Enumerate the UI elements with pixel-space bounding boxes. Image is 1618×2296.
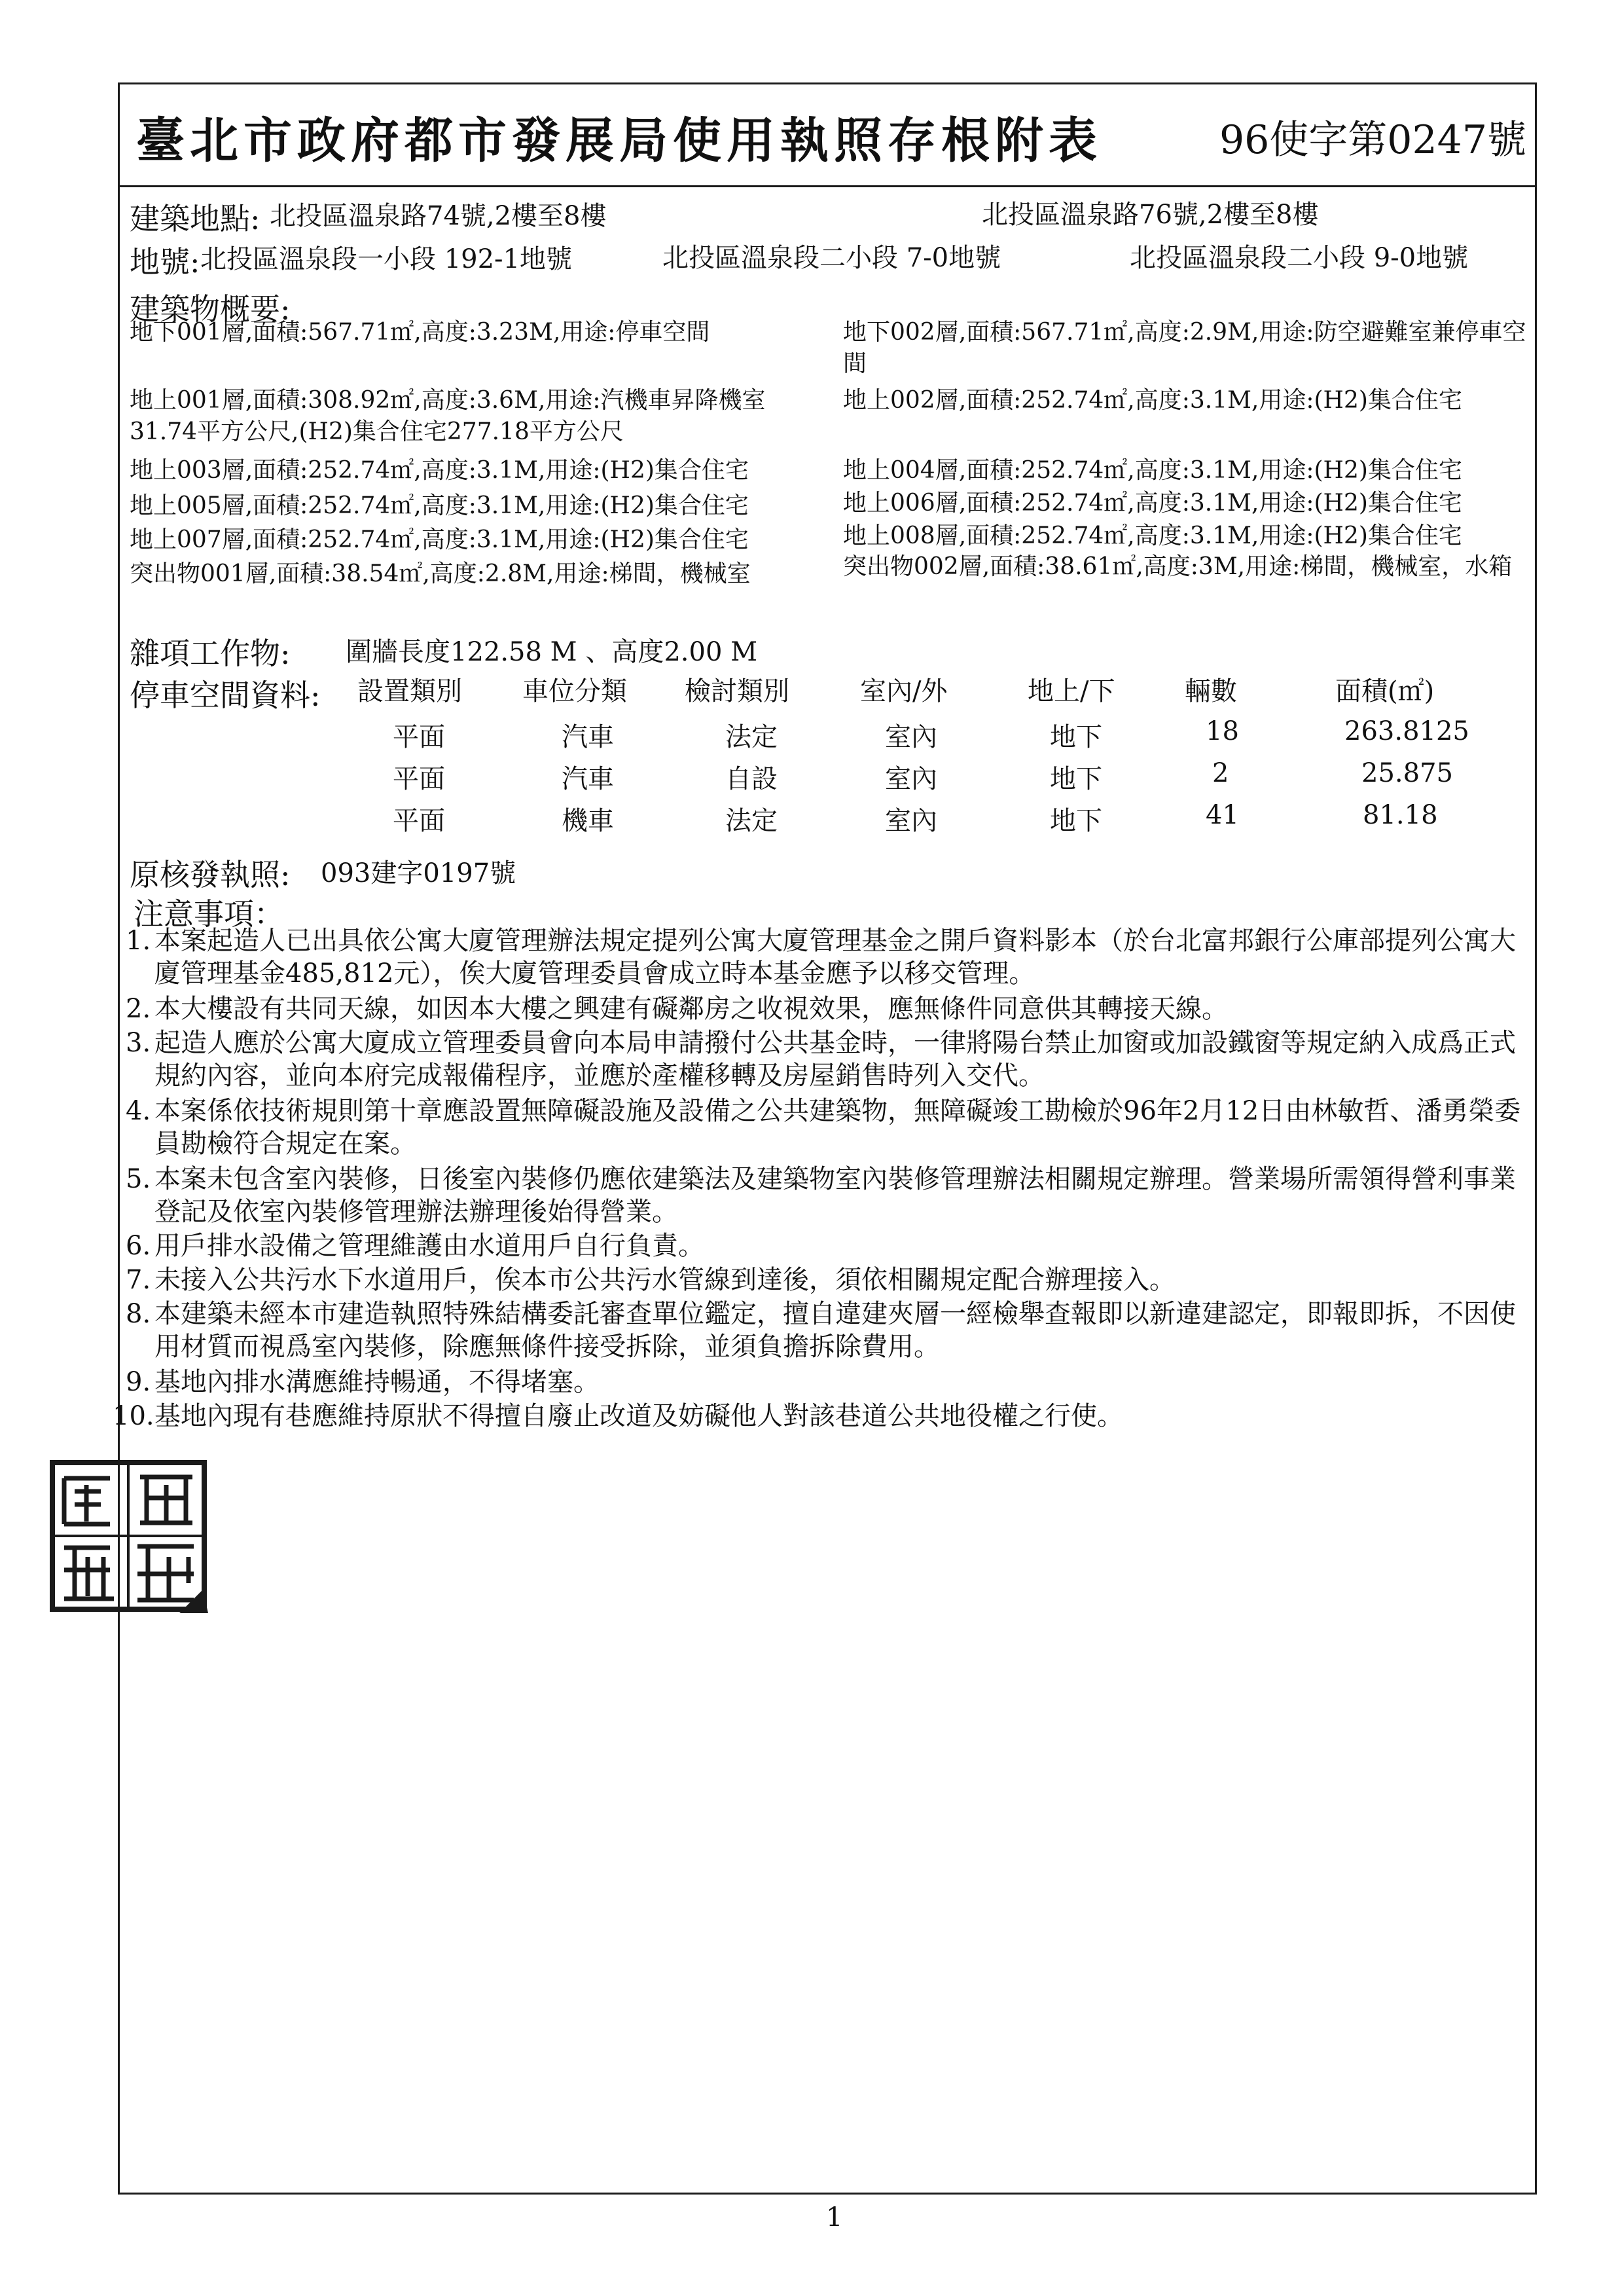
- note-item: 5. 本案未包含室內裝修，日後室內裝修仍應依建築法及建築物室內裝修管理辦法相關規定辦理。營業場所需領得營利事業登記及依室內裝修管理辦法辦理後始得營業。: [126, 1164, 1516, 1227]
- location-label: 建築地點:: [130, 201, 261, 236]
- note-text: 用戶排水設備之管理維護由水道用戶自行負責。: [154, 1231, 704, 1261]
- parking-cell: 平面: [393, 806, 445, 836]
- parking-header: 室內/外: [860, 676, 948, 706]
- note-text: 基地內現有巷應維持原狀不得擅自廢止改道及妨礙他人對該巷道公共地役權之行使。: [154, 1401, 1123, 1431]
- note-item: 7. 未接入公共污水下水道用戶，俟本市公共污水管線到達後，須依相關規定配合辦理接入。: [126, 1265, 1176, 1295]
- note-item: 3. 起造人應於公寓大廈成立管理委員會向本局申請撥付公共基金時，一律將陽台禁止加窗或加設鐵窗等規定納入成爲正式規約內容，並向本府完成報備程序，並應於產權移轉及房屋銷售時列入交代。: [126, 1028, 1516, 1091]
- overview-item: 地上003層,面積:252.74㎡,高度:3.1M,用途:(H2)集合住宅: [130, 457, 749, 484]
- lot-number-3: 北投區溫泉段二小段 9-0地號: [1130, 243, 1469, 273]
- note-text: 本案起造人已出具依公寓大廈管理辦法規定提列公寓大廈管理基金之開戶資料影本（於台北富邦銀行公庫部提列公寓大廈管理基金485,812元），俟大廈管理委員會成立時本基金應予以移交管理。: [154, 926, 1516, 989]
- note-text: 起造人應於公寓大廈成立管理委員會向本局申請撥付公共基金時，一律將陽台禁止加窗或加設鐵窗等規定納入成爲正式規約內容，並向本府完成報備程序，並應於產權移轉及房屋銷售時列入交代。: [154, 1028, 1516, 1091]
- notes-label: 注意事項：: [134, 896, 284, 932]
- location-address-2: 北投區溫泉路76號,2樓至8樓: [982, 200, 1319, 230]
- page-title: 臺北市政府都市發展局使用執照存根附表: [136, 113, 1102, 169]
- parking-cell: 汽車: [562, 764, 614, 794]
- note-item: 10. 基地內現有巷應維持原狀不得擅自廢止改道及妨礙他人對該巷道公共地役權之行使。: [113, 1401, 1123, 1431]
- parking-cell: 法定: [725, 806, 778, 836]
- note-item: 9. 基地內排水溝應維持暢通，不得堵塞。: [126, 1367, 600, 1397]
- parking-label: 停車空間資料:: [130, 678, 321, 713]
- note-item: 8. 本建築未經本市建造執照特殊結構委託審查單位鑑定，擅自違建夾層一經檢舉查報即以新違建認定，即報即拆，不因使用材質而視爲室內裝修，除應無條件接受拆除，並須負擔拆除費用。: [126, 1299, 1516, 1362]
- parking-cell: 41: [1206, 800, 1239, 830]
- parking-cell: 2: [1212, 758, 1229, 788]
- misc-label: 雜項工作物:: [130, 636, 291, 671]
- parking-cell: 室內: [885, 806, 937, 836]
- overview-label: 建築物概要:: [130, 291, 291, 327]
- parking-cell: 自設: [725, 764, 778, 794]
- overview-item: 地上007層,面積:252.74㎡,高度:3.1M,用途:(H2)集合住宅: [130, 526, 749, 553]
- overview-item: 地上006層,面積:252.74㎡,高度:3.1M,用途:(H2)集合住宅: [843, 490, 1462, 517]
- location-address-1: 北投區溫泉路74號,2樓至8樓: [270, 201, 607, 231]
- parking-cell: 25.875: [1361, 758, 1453, 788]
- overview-item: 突出物001層,面積:38.54㎡,高度:2.8M,用途:梯間，機械室: [130, 560, 751, 587]
- parking-cell: 室內: [885, 722, 937, 752]
- license-number: 96使字第0247號: [1219, 117, 1526, 163]
- title-row: [118, 82, 1537, 187]
- parking-cell: 地下: [1050, 806, 1102, 836]
- parking-cell: 汽車: [562, 722, 614, 752]
- parking-cell: 機車: [562, 806, 614, 836]
- page-number: 1: [826, 2202, 843, 2232]
- lot-number-2: 北投區溫泉段二小段 7-0地號: [662, 243, 1001, 273]
- overview-item: 地上008層,面積:252.74㎡,高度:3.1M,用途:(H2)集合住宅: [843, 522, 1462, 549]
- note-text: 本案未包含室內裝修，日後室內裝修仍應依建築法及建築物室內裝修管理辦法相關規定辦理。營業場所需領得營利事業登記及依室內裝修管理辦法辦理後始得營業。: [154, 1164, 1516, 1227]
- parking-cell: 平面: [393, 722, 445, 752]
- note-text: 未接入公共污水下水道用戶，俟本市公共污水管線到達後，須依相關規定配合辦理接入。: [154, 1265, 1176, 1295]
- parking-header: 輛數: [1185, 676, 1237, 706]
- parking-header: 車位分類: [522, 676, 627, 706]
- overview-item: 地上001層,面積:308.92㎡,高度:3.6M,用途:汽機車昇降機室31.74平方公尺,(H2)集合住宅277.18平方公尺: [130, 387, 766, 445]
- parking-header: 地上/下: [1028, 676, 1115, 706]
- parking-cell: 地下: [1050, 764, 1102, 794]
- parking-cell: 263.8125: [1344, 716, 1469, 746]
- note-text: 本大樓設有共同天線，如因本大樓之興建有礙鄰房之收視效果，應無條件同意供其轉接天線。: [154, 994, 1228, 1024]
- original-license-value: 093建字0197號: [321, 858, 516, 888]
- note-item: 1. 本案起造人已出具依公寓大廈管理辦法規定提列公寓大廈管理基金之開戶資料影本（於台北富邦銀行公庫部提列公寓大廈管理基金485,812元），俟大廈管理委員會成立時本基金應予以移交管理。: [126, 926, 1516, 989]
- note-item: 4. 本案係依技術規則第十章應設置無障礙設施及設備之公共建築物，無障礙竣工勘檢於96年2月12日由林敏哲、潘勇榮委員勘檢符合規定在案。: [126, 1096, 1521, 1159]
- parking-cell: 18: [1206, 716, 1239, 746]
- parking-cell: 81.18: [1363, 800, 1438, 830]
- note-text: 本案係依技術規則第十章應設置無障礙設施及設備之公共建築物，無障礙竣工勘檢於96年2月12日由林敏哲、潘勇榮委員勘檢符合規定在案。: [154, 1096, 1521, 1159]
- overview-item: 地下001層,面積:567.71㎡,高度:3.23M,用途:停車空間: [130, 319, 710, 346]
- official-seal-stamp: [48, 1459, 208, 1613]
- lot-label: 地號:: [130, 244, 200, 280]
- note-item: 2. 本大樓設有共同天線，如因本大樓之興建有礙鄰房之收視效果，應無條件同意供其轉接天線。: [126, 994, 1228, 1024]
- parking-cell: 平面: [393, 764, 445, 794]
- parking-cell: 法定: [725, 722, 778, 752]
- overview-item: 地上002層,面積:252.74㎡,高度:3.1M,用途:(H2)集合住宅: [843, 387, 1462, 414]
- overview-item: 地上004層,面積:252.74㎡,高度:3.1M,用途:(H2)集合住宅: [843, 457, 1462, 484]
- overview-item: 突出物002層,面積:38.61㎡,高度:3M,用途:梯間，機械室，水箱: [843, 553, 1513, 580]
- note-text: 基地內排水溝應維持暢通，不得堵塞。: [154, 1367, 600, 1397]
- lot-number-1: 北投區溫泉段一小段 192-1地號: [200, 244, 573, 274]
- note-text: 本建築未經本市建造執照特殊結構委託審查單位鑑定，擅自違建夾層一經檢舉查報即以新違建認定，即報即拆，不因使用材質而視爲室內裝修，除應無條件接受拆除，並須負擔拆除費用。: [154, 1299, 1516, 1362]
- note-item: 6. 用戶排水設備之管理維護由水道用戶自行負責。: [126, 1231, 704, 1261]
- original-license-label: 原核發執照:: [130, 857, 291, 892]
- overview-item: 地下002層,面積:567.71㎡,高度:2.9M,用途:防空避難室兼停車空間: [843, 319, 1526, 377]
- overview-item: 地上005層,面積:252.74㎡,高度:3.1M,用途:(H2)集合住宅: [130, 492, 749, 519]
- misc-value: 圍牆長度122.58 M 、高度2.00 M: [346, 637, 758, 667]
- parking-header: 檢討類別: [685, 676, 789, 706]
- parking-header: 設置類別: [357, 676, 462, 706]
- parking-cell: 地下: [1050, 722, 1102, 752]
- parking-header: 面積(㎡): [1335, 676, 1435, 706]
- parking-cell: 室內: [885, 764, 937, 794]
